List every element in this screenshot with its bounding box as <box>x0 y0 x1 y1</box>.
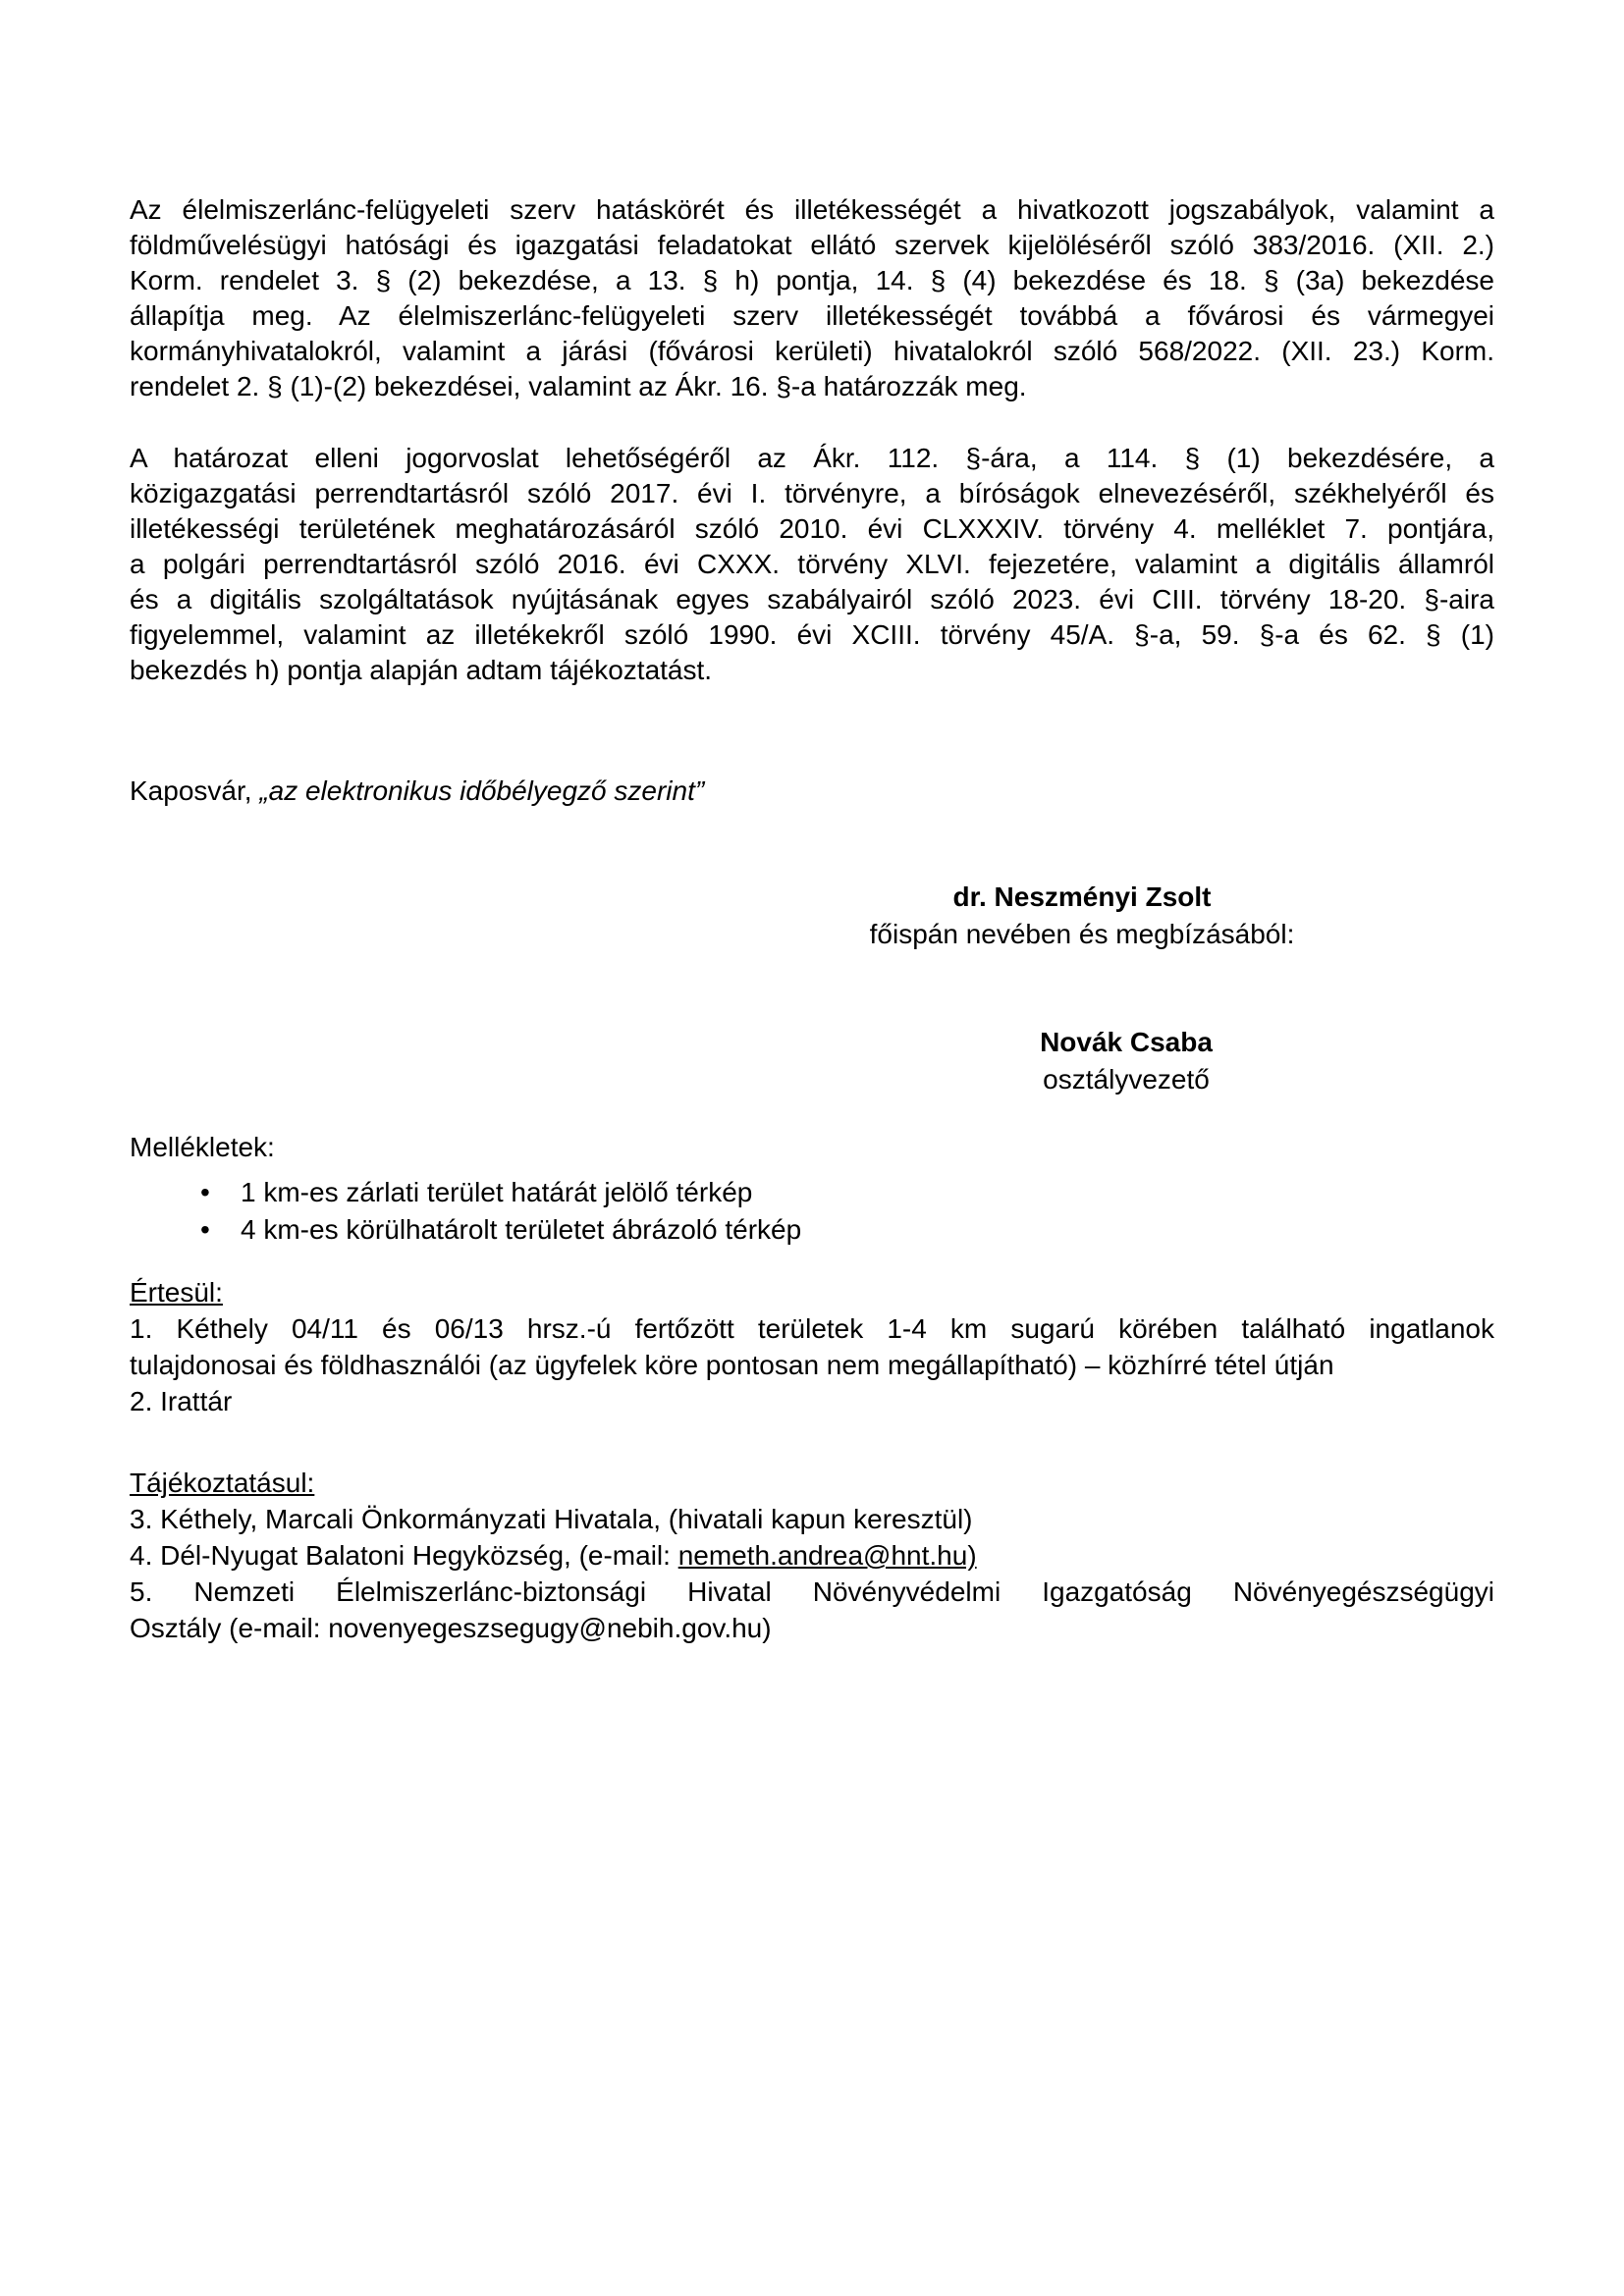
text-line: A határozat elleni jogorvoslat lehetőségéről az Ákr. 112. §-ára, a 114. § (1) bekezdésére, a <box>130 443 1494 473</box>
text-line: a polgári perrendtartásról szóló 2016. évi CXXX. törvény XLVI. fejezetére, valamint a digitális államról <box>130 549 1494 579</box>
text-line: és a digitális szolgáltatások nyújtásának egyes szabályairól szóló 2023. évi CIII. törvény 18-20. §-aira <box>130 584 1494 614</box>
text-line: Osztály (e-mail: novenyegeszsegugy@nebih.gov.hu) <box>130 1613 772 1643</box>
text-line: figyelemmel, valamint az illetékekről szóló 1990. évi XCIII. törvény 45/A. §-a, 59. §-a és 62. § (1) <box>130 619 1494 650</box>
attachments-heading: Mellékletek: <box>130 1132 275 1162</box>
text-line: rendelet 2. § (1)-(2) bekezdései, valamint az Ákr. 16. §-a határozzák meg. <box>130 371 1027 401</box>
text-line: bekezdés h) pontja alapján adtam tájékoztatást. <box>130 655 713 685</box>
email-link-hnt[interactable]: nemeth.andrea@hnt.hu) <box>677 1540 977 1571</box>
notified-item-1 <box>130 1310 1494 1383</box>
informed-section <box>130 1465 1494 1646</box>
dateline-timestamp-quote: „az elektronikus időbélyegző szerint” <box>259 775 705 806</box>
signatory-role-primary: főispán nevében és megbízásából: <box>869 919 1295 949</box>
informed-item-4 <box>130 1537 1494 1574</box>
informed-heading-text: Tájékoztatásul: <box>130 1468 315 1498</box>
text-line: illetékességi területének meghatározásáról szóló 2010. évi CLXXXIV. törvény 4. melléklet 7. pontjára, <box>130 513 1494 544</box>
notified-heading <box>130 1274 1494 1310</box>
text-line: Az élelmiszerlánc-felügyeleti szerv hatáskörét és illetékességét a hivatkozott jogszabályok, valamint a <box>130 194 1494 225</box>
signatory-name-secondary: Novák Csaba <box>1040 1027 1213 1057</box>
signature-block-secondary <box>817 1024 1435 1098</box>
attachments-list <box>130 1174 1494 1249</box>
attachment-text: 1 km-es zárlati terület határát jelölő térkép <box>241 1177 753 1207</box>
informed-heading <box>130 1465 1494 1501</box>
text-line: 1. Kéthely 04/11 és 06/13 hrsz.-ú fertőzött területek 1-4 km sugarú körében található ingatlanok <box>130 1313 1494 1344</box>
attachment-item <box>130 1174 1494 1211</box>
signatory-role-secondary: osztályvezető <box>1043 1064 1210 1095</box>
text-line: Korm. rendelet 3. § (2) bekezdése, a 13. § h) pontja, 14. § (4) bekezdése és 18. § (3a) bekezdése <box>130 265 1494 295</box>
text-line: földművelésügyi hatósági és igazgatási feladatokat ellátó szervek kijelöléséről szóló 383/2016. (XII. 2.) <box>130 230 1494 260</box>
bullet-icon: • <box>200 1177 210 1207</box>
dateline-place: Kaposvár, <box>130 775 260 806</box>
text-line: kormányhivatalokról, valamint a járási (fővárosi kerületi) hivatalokról szóló 568/2022. (XII. 23.) Korm. <box>130 336 1494 366</box>
informed-item-4-text: 4. Dél-Nyugat Balatoni Hegyközség, (e-mail: <box>130 1540 678 1571</box>
signature-block-primary <box>758 879 1406 953</box>
notified-heading-text: Értesül: <box>130 1277 223 1308</box>
text-line: 5. Nemzeti Élelmiszerlánc-biztonsági Hivatal Növényvédelmi Igazgatóság Növényegészségügyi <box>130 1576 1494 1607</box>
informed-item-5 <box>130 1574 1494 1646</box>
text-line: tulajdonosai és földhasználói (az ügyfelek köre pontosan nem megállapítható) – közhírré tétel útján <box>130 1350 1334 1380</box>
notified-section <box>130 1274 1494 1419</box>
notified-item-2: 2. Irattár <box>130 1386 233 1416</box>
text-line: állapítja meg. Az élelmiszerlánc-felügyeleti szerv illetékességét továbbá a fővárosi és vármegyei <box>130 300 1494 331</box>
text-line: közigazgatási perrendtartásról szóló 2017. évi I. törvényre, a bíróságok elnevezéséről, székhelyéről és <box>130 478 1494 508</box>
informed-item-3: 3. Kéthely, Marcali Önkormányzati Hivatala, (hivatali kapun keresztül) <box>130 1504 973 1534</box>
dateline <box>130 774 1494 809</box>
bullet-icon: • <box>200 1214 210 1245</box>
signatory-name-primary: dr. Neszményi Zsolt <box>952 881 1212 912</box>
legal-paragraph-jurisdiction <box>130 192 1494 404</box>
legal-paragraph-appeal <box>130 441 1494 688</box>
attachment-item <box>130 1211 1494 1249</box>
attachment-text: 4 km-es körülhatárolt területet ábrázoló térkép <box>241 1214 802 1245</box>
attachments-section <box>130 1129 1494 1249</box>
